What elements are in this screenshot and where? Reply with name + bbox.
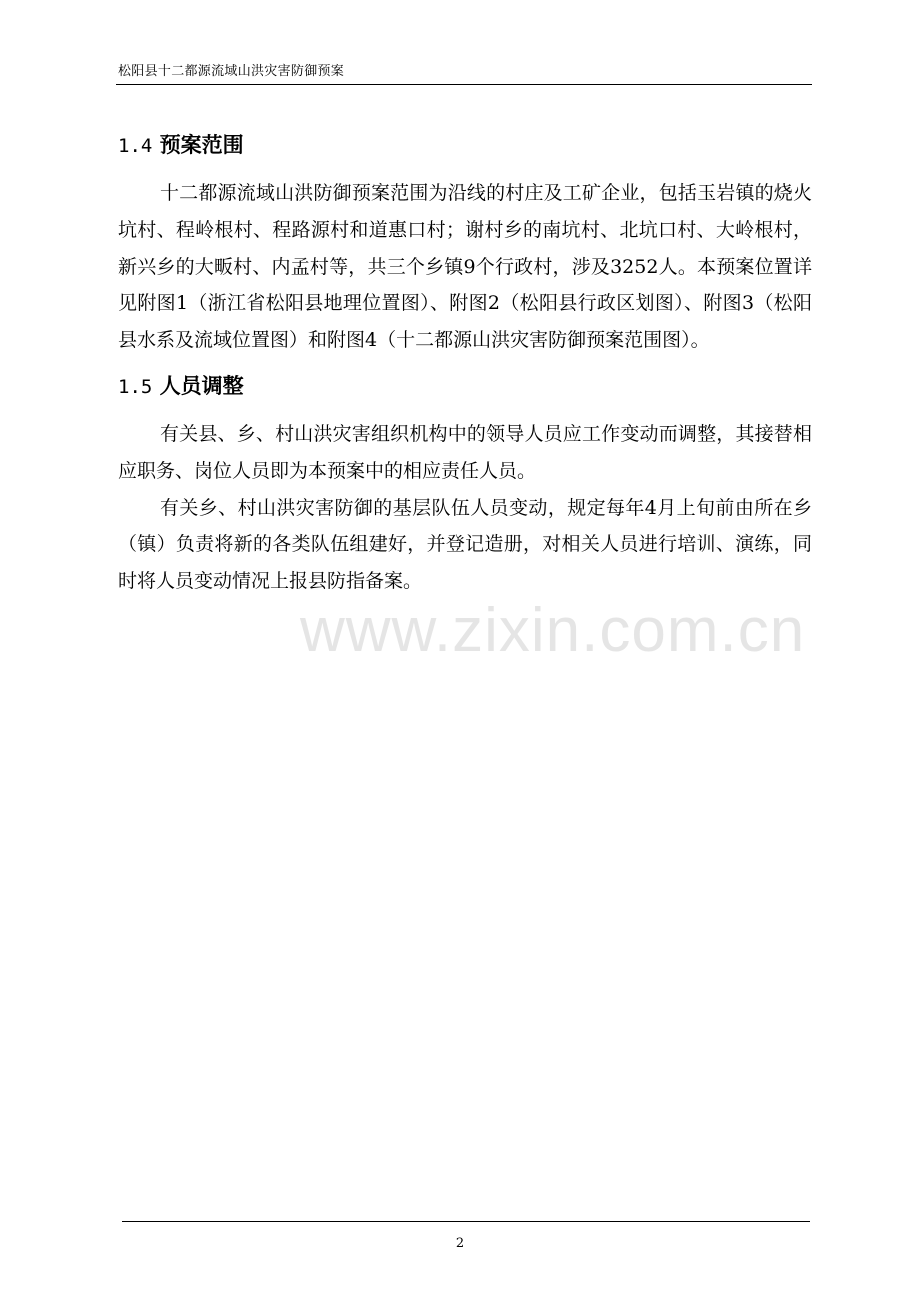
section-heading [118,369,812,404]
header-divider [116,84,812,85]
footer-divider [122,1221,810,1222]
paragraph: 有关乡、村山洪灾害防御的基层队伍人员变动，规定每年4月上旬前由所在乡（镇）负责将新的各类队伍组建好，并登记造册，对相关人员进行培训、演练，同时将人员变动情况上报县防指备案。 [118,496,812,593]
running-header: 松阳县十二都源流域山洪灾害防御预案 [118,64,345,79]
section-number: 1.5 [118,375,153,398]
section-title: 人员调整 [159,373,244,398]
watermark: www.zixin.com.cn [300,596,806,665]
page-number: 2 [455,1236,465,1251]
paragraph: 有关县、乡、村山洪灾害组织机构中的领导人员应工作变动而调整，其接替相应职务、岗位人员即为本预案中的相应责任人员。 [118,422,812,482]
section-heading [118,128,812,163]
section-1-5 [118,369,812,600]
section-number: 1.4 [118,135,153,157]
document-body [118,128,812,600]
section-title: 预案范围 [159,133,244,157]
section-1-4 [118,128,812,359]
paragraph: 十二都源流域山洪防御预案范围为沿线的村庄及工矿企业，包括玉岩镇的烧火坑村、程岭根村、程路源村和道惠口村；谢村乡的南坑村、北坑口村、大岭根村，新兴乡的大畈村、内孟村等，共三个乡镇9个行政村，涉及3252人。本预案位置详见附图1（浙江省松阳县地理位置图）、附图2（松阳县行政区划图）、附图3（松阳县水系及流域位置图）和附图4（十二都源山洪灾害防御预案范围图）。 [118,182,812,352]
